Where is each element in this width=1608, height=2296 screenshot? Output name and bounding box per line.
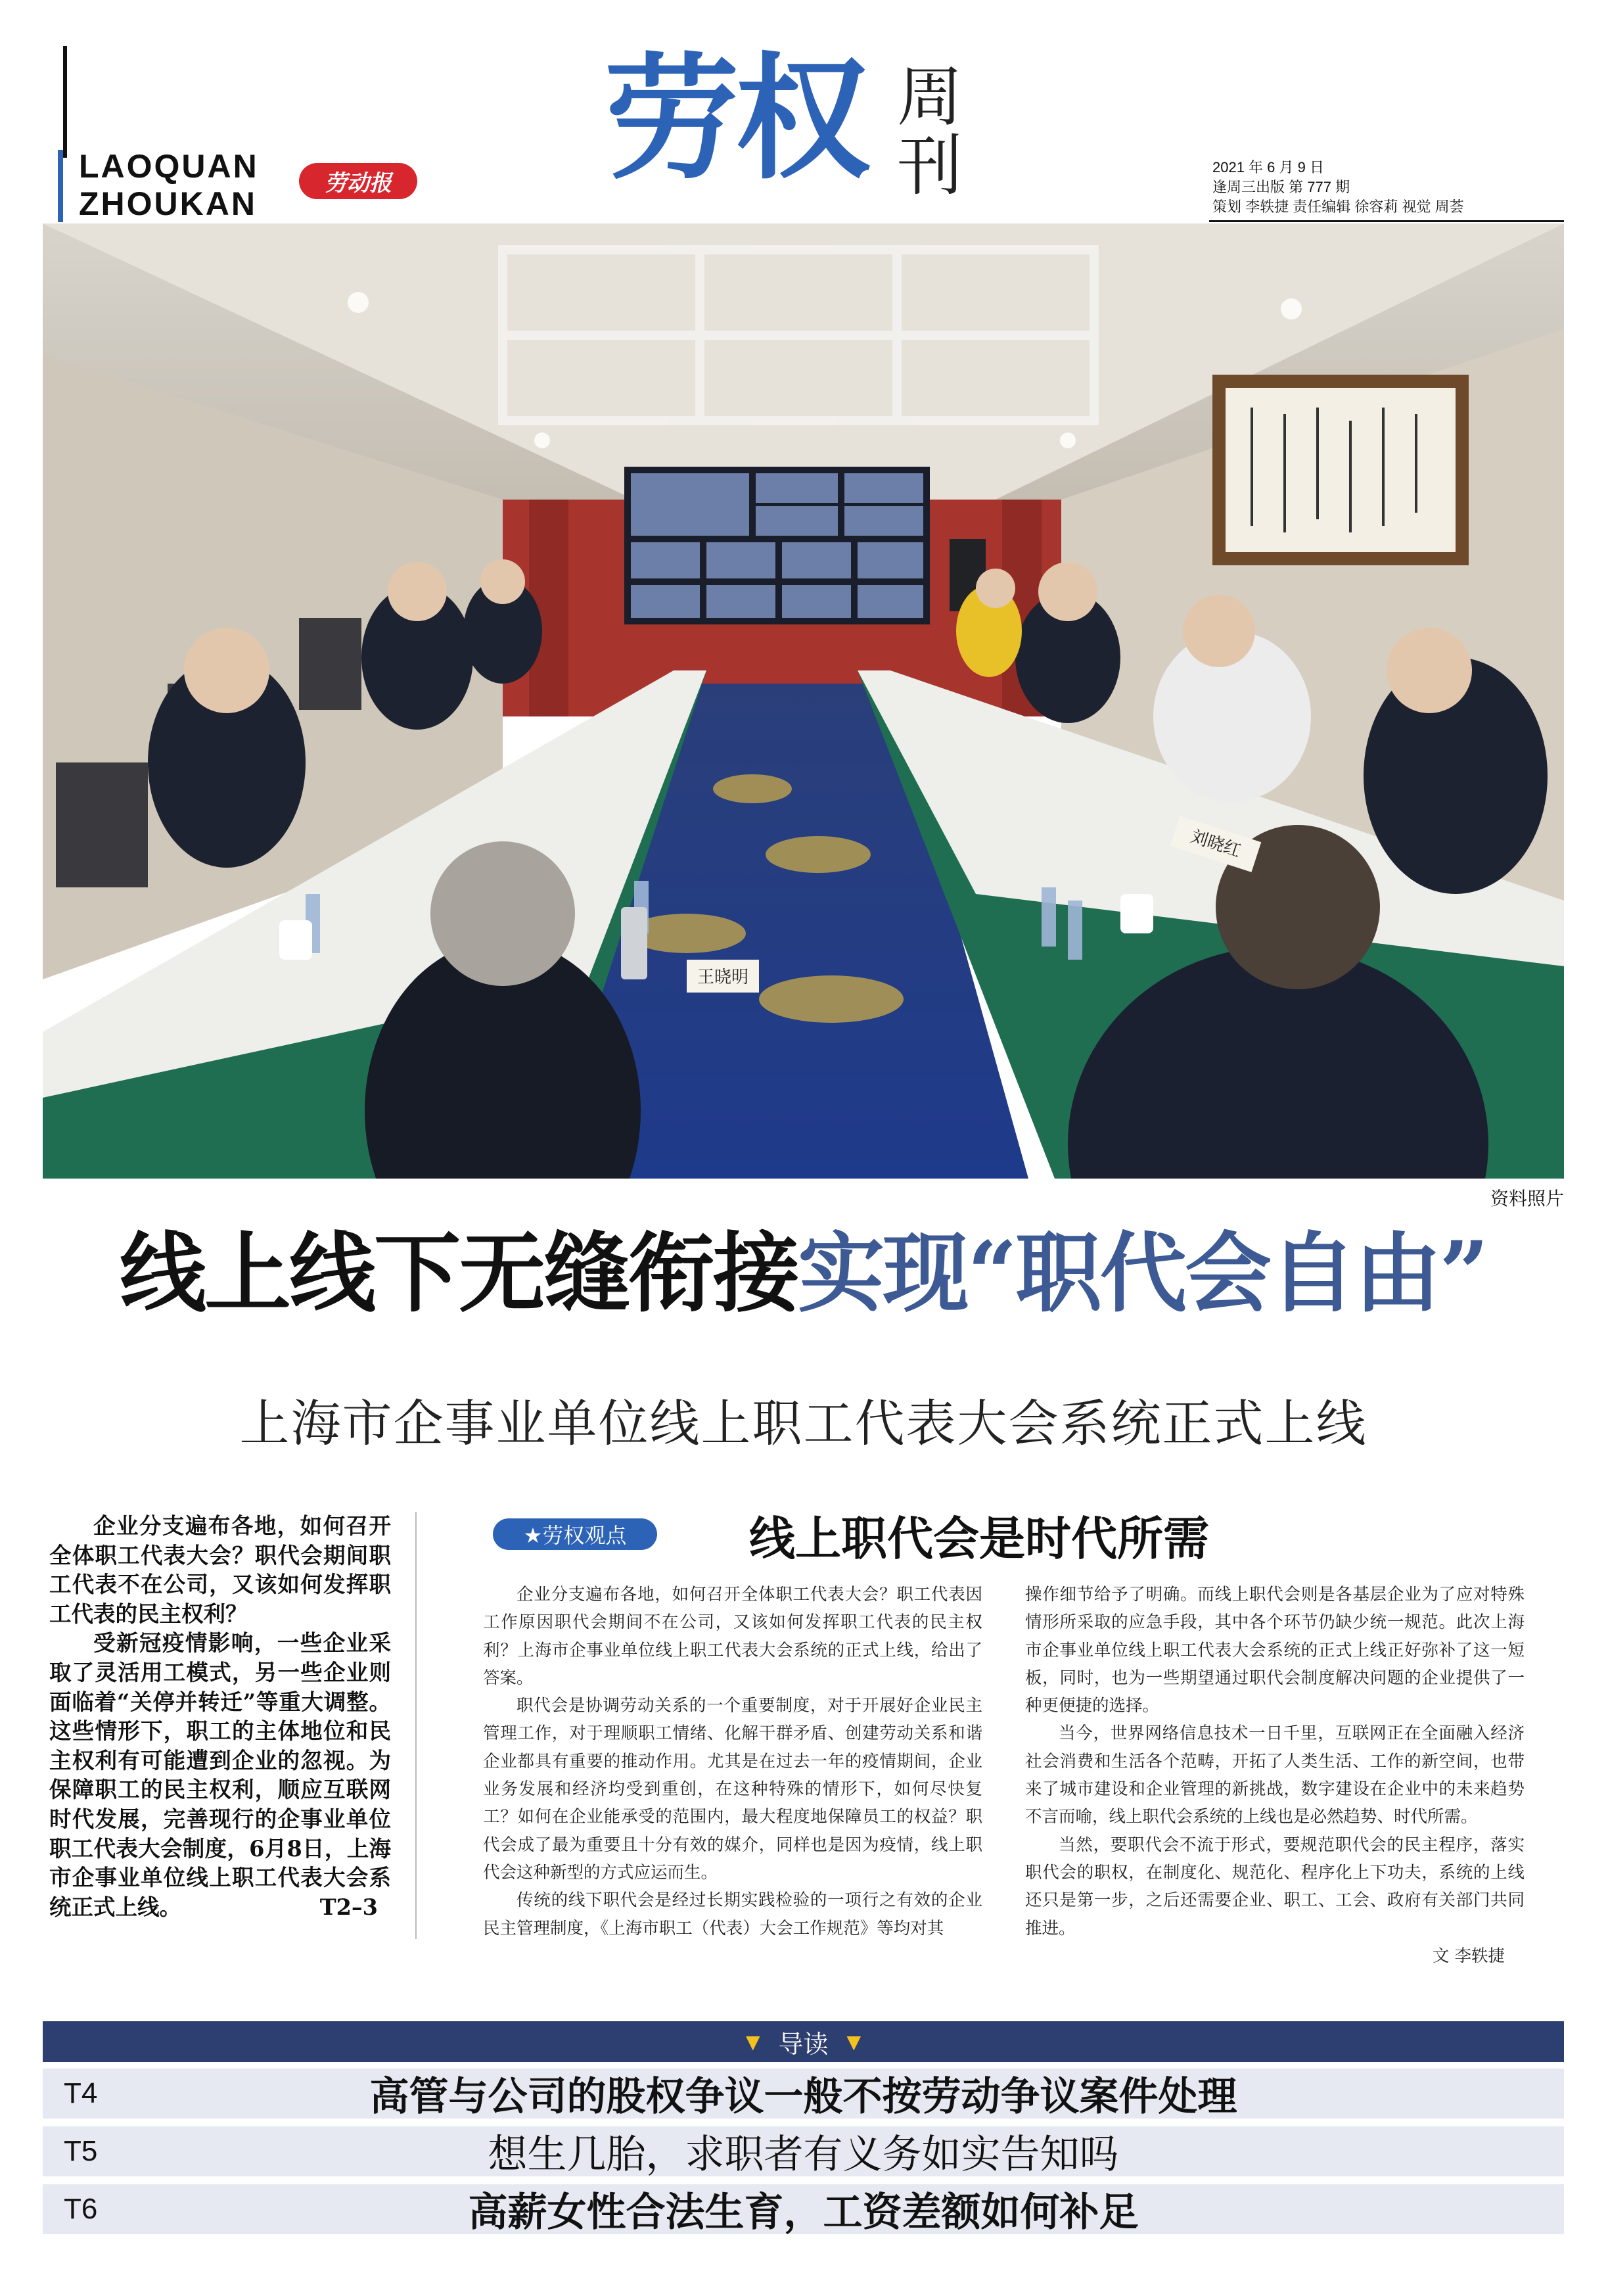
guide-page-code: T4 bbox=[64, 2077, 98, 2109]
opinion-byline: 文 李轶捷 bbox=[1432, 1946, 1505, 1966]
opinion-paragraph: 企业分支遍布各地，如何召开全体职工代表大会？职工代表因工作原因职代会期间不在公司，又该如何发挥职工代表的民主权利？上海市企事业单位线上职工代表大会系统的正式上线，给出了答案。 bbox=[483, 1585, 982, 1688]
masthead-name-en-1: LAOQUAN bbox=[79, 148, 259, 185]
guide-header bbox=[43, 2021, 1564, 2062]
opinion-title: 线上职代会是时代所需 bbox=[749, 1511, 1209, 1566]
masthead-rule bbox=[1209, 220, 1564, 222]
lead-paragraph-2 bbox=[49, 1629, 391, 1922]
staff-credits: 策划 李轶捷 责任编辑 徐容莉 视觉 周荟 bbox=[1212, 199, 1464, 215]
desk-card-1: 王晓明 bbox=[697, 968, 749, 987]
guide-item-t4[interactable] bbox=[43, 2069, 1564, 2119]
subheadline: 上海市企事业单位线上职工代表大会系统正式上线 bbox=[239, 1394, 1367, 1453]
issue-info: 逢周三出版 第 777 期 bbox=[1212, 179, 1350, 195]
masthead-name-en-2: ZHOUKAN bbox=[79, 185, 257, 222]
masthead-title: 劳权 bbox=[605, 41, 866, 198]
corner-mark bbox=[63, 46, 67, 158]
lead-page-ref: T2–3 bbox=[319, 1894, 378, 1920]
opinion-paragraph: 当今，世界网络信息技术一日千里，互联网正在全面融入经济社会消费和生活各个范畴，开拓了人类生活、工作的新空间，也带来了城市建设和企业管理的新挑战，数字建设在企业中的未来趋势不言而喻，线上职代会系统的上线也是必然趋势、时代所需。 bbox=[1025, 1723, 1525, 1827]
lead-paragraph-2-text: 受新冠疫情影响，一些企业采取了灵活用工模式，另一些企业则面临着“关停并转迁”等重大调整。这些情形下，职工的主体地位和民主权利有可能遭到企业的忽视。为保障职工的民主权利，顺应互联网时代发展，完善现行的企事业单位职工代表大会制度，6月8日，上海市企事业单位线上职工代表大会系统正式上线。 bbox=[49, 1630, 391, 1920]
opinion-column-right bbox=[1025, 1581, 1525, 1970]
guide-page-code: T6 bbox=[64, 2193, 98, 2225]
guide-item-text: 想生几胎，求职者有义务如实告知吗 bbox=[488, 2132, 1119, 2178]
lead-paragraph-1: 企业分支遍布各地，如何召开全体职工代表大会？职代会期间职工代表不在公司，又该如何发挥职工代表的民主权利？ bbox=[49, 1513, 391, 1627]
photo-credit: 资料照片 bbox=[1490, 1188, 1564, 1209]
opinion-paragraph: 职代会是协调劳动关系的一个重要制度，对于开展好企业民主管理工作，对于理顺职工情绪、化解干群矛盾、创建劳动关系和谐企业都具有重要的推动作用。尤其是在过去一年的疫情期间，企业业务发展和经济均受到重创，在这种特殊的情形下，如何尽快复工？如何在企业能承受的范围内，最大程度地保障员工的权益？职代会成了最为重要且十分有效的媒介，同样也是因为疫情，线上职代会这种新型的方式应运而生。 bbox=[483, 1696, 982, 1883]
guide-title: 导读 bbox=[778, 2029, 829, 2059]
opinion-tag: ★劳权观点 bbox=[493, 1518, 657, 1550]
masthead-suffix-1: 周 bbox=[897, 59, 963, 135]
guide-item-t6[interactable] bbox=[43, 2184, 1564, 2234]
laodongbao-logo: 劳动报 bbox=[299, 163, 417, 199]
desk-card-2: 刘晓红 bbox=[1188, 826, 1243, 862]
issue-date: 2021 年 6 月 9 日 bbox=[1212, 159, 1324, 176]
headline-part-1: 线上线下无缝衔接 bbox=[120, 1223, 798, 1324]
opinion-paragraph: 当然，要职代会不流于形式，要规范职代会的民主程序，落实职代会的职权，在制度化、规范化、程序化上下功夫，系统的上线还只是第一步，之后还需要企业、职工、工会、政府有关部门共同推进。 bbox=[1025, 1835, 1525, 1938]
opinion-paragraph: 传统的线下职代会是经过长期实践检验的一项行之有效的企业民主管理制度，《上海市职工（代表）大会工作规范》等均对其 bbox=[483, 1890, 982, 1938]
guide-page-code: T5 bbox=[64, 2135, 98, 2167]
meeting-photo bbox=[43, 223, 1564, 1179]
triangle-down-icon: ▼ bbox=[745, 2030, 760, 2053]
guide-item-t5[interactable] bbox=[43, 2126, 1564, 2176]
opinion-column-left bbox=[483, 1581, 982, 1942]
masthead-suffix-2: 刊 bbox=[897, 128, 963, 204]
opinion-paragraph: 操作细节给予了明确。而线上职代会则是各基层企业为了应对特殊情形所采取的应急手段，其中各个环节仍缺少统一规范。此次上海市企事业单位线上职工代表大会系统的正式上线正好弥补了这一短板，同时，也为一些期望通过职代会制度解决问题的企业提供了一种更便捷的选择。 bbox=[1025, 1585, 1525, 1716]
headline-part-2: 实现“职代会自由” bbox=[798, 1223, 1487, 1324]
lead-column bbox=[49, 1512, 391, 1922]
masthead-title-suffix bbox=[897, 59, 969, 204]
headline bbox=[43, 1223, 1564, 1324]
column-divider bbox=[415, 1512, 417, 1939]
guide-item-text: 高薪女性合法生育，工资差额如何补足 bbox=[468, 2190, 1139, 2236]
accent-bar bbox=[58, 150, 63, 222]
triangle-down-icon: ▼ bbox=[846, 2030, 861, 2053]
guide-item-text: 高管与公司的股权争议一般不按劳动争议案件处理 bbox=[369, 2074, 1237, 2120]
